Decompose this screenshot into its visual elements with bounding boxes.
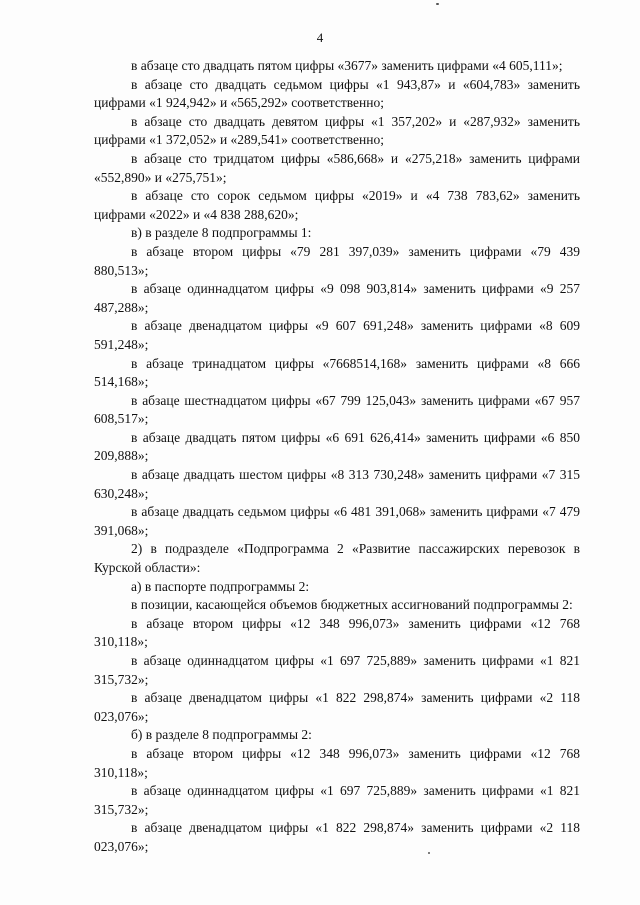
- paragraph: в) в разделе 8 подпрограммы 1:: [131, 225, 312, 241]
- paragraph: б) в разделе 8 подпрограммы 2:: [131, 727, 312, 743]
- paragraph: в абзаце втором цифры «12 348 996,073» заменить цифрами «12 768 310,118»;: [94, 745, 580, 780]
- paragraph: в абзаце двенадцатом цифры «1 822 298,874» заменить цифрами «2 118 023,076»;: [94, 820, 580, 854]
- paragraph: в абзаце втором цифры «12 348 996,073» заменить цифрами «12 768 310,118»;: [94, 615, 580, 650]
- scan-speck: [436, 3, 439, 5]
- paragraph: 2) в подразделе «Подпрограмма 2 «Развитие пассажирских перевозок в Курской области»:: [94, 541, 580, 576]
- document-body: [94, 57, 580, 857]
- paragraph: в абзаце сто тридцатом цифры «586,668» и «275,218» заменить цифрами «552,890» и «275,751»;: [94, 150, 580, 185]
- paragraph: в абзаце сто сорок седьмом цифры «2019» и «4 738 783,62» заменить цифрами «2022» и «4 838 288,620»;: [94, 188, 580, 222]
- paragraph: а) в паспорте подпрограммы 2:: [131, 578, 310, 594]
- paragraph: в абзаце сто двадцать девятом цифры «1 357,202» и «287,932» заменить цифрами «1 372,052» и «289,541» соответственно;: [94, 113, 580, 148]
- paragraph: в абзаце двадцать седьмом цифры «6 481 391,068» заменить цифрами «7 479 391,068»;: [94, 504, 580, 538]
- paragraph: в абзаце двенадцатом цифры «1 822 298,874» заменить цифрами «2 118 023,076»;: [94, 690, 580, 724]
- paragraph: в абзаце двадцать пятом цифры «6 691 626,414» заменить цифрами «6 850 209,888»;: [94, 429, 580, 464]
- page-number: 4: [316, 30, 324, 45]
- paragraph: в абзаце тринадцатом цифры «7668514,168» заменить цифрами «8 666 514,168»;: [94, 355, 580, 390]
- paragraph: в абзаце одиннадцатом цифры «1 697 725,889» заменить цифрами «1 821 315,732»;: [94, 783, 580, 817]
- paragraph: в абзаце одиннадцатом цифры «9 098 903,814» заменить цифрами «9 257 487,288»;: [94, 281, 580, 315]
- paragraph: в абзаце двадцать шестом цифры «8 313 730,248» заменить цифрами «7 315 630,248»;: [94, 467, 580, 501]
- scan-speck: [428, 852, 430, 854]
- paragraph: в абзаце сто двадцать седьмом цифры «1 943,87» и «604,783» заменить цифрами «1 924,942» и «565,292» соответственно;: [94, 76, 580, 111]
- paragraph: в позиции, касающейся объемов бюджетных ассигнований подпрограммы 2:: [131, 597, 573, 613]
- paragraph: в абзаце двенадцатом цифры «9 607 691,248» заменить цифрами «8 609 591,248»;: [94, 318, 580, 352]
- paragraph: в абзаце одиннадцатом цифры «1 697 725,889» заменить цифрами «1 821 315,732»;: [94, 653, 580, 687]
- paragraph: в абзаце втором цифры «79 281 397,039» заменить цифрами «79 439 880,513»;: [94, 243, 580, 278]
- paragraph: в абзаце сто двадцать пятом цифры «3677» заменить цифрами «4 605,111»;: [131, 58, 563, 73]
- paragraph: в абзаце шестнадцатом цифры «67 799 125,043» заменить цифрами «67 957 608,517»;: [94, 392, 580, 427]
